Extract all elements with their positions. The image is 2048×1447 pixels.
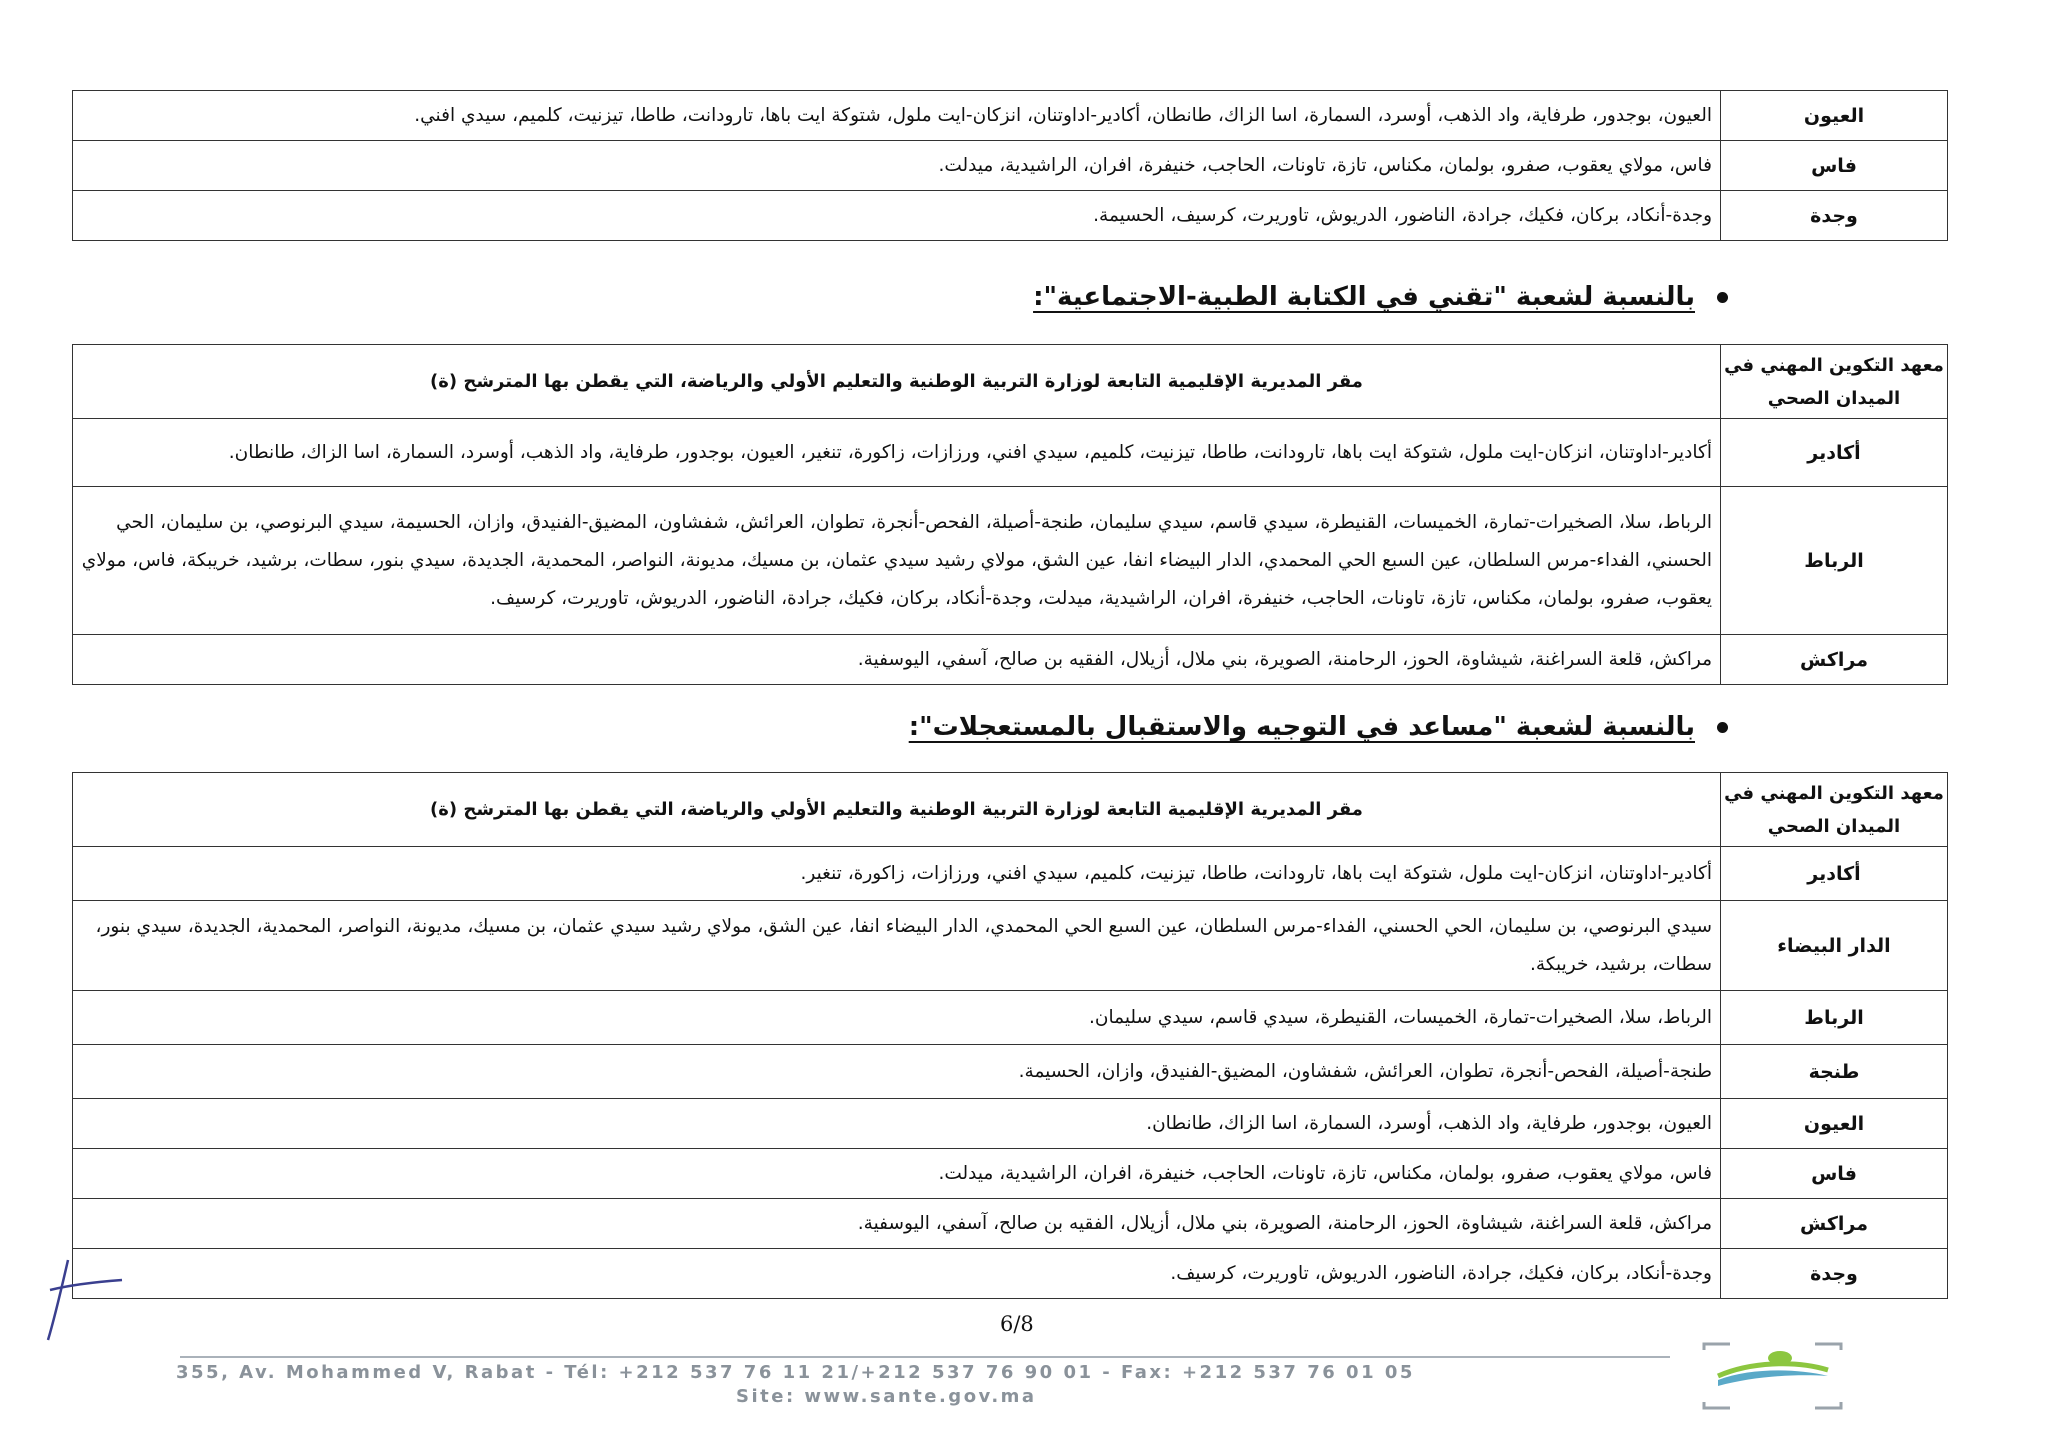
table-row xyxy=(73,847,1948,901)
city-cell: الرباط xyxy=(1721,487,1948,635)
city-cell: فاس xyxy=(1721,141,1948,191)
regions-cell: وجدة-أنكاد، بركان، فكيك، جرادة، الناضور، الدريوش، تاوريرت، كرسيف. xyxy=(73,1249,1721,1299)
city-cell: العيون xyxy=(1721,91,1948,141)
table-row xyxy=(73,1149,1948,1199)
regions-cell: الرباط، سلا، الصخيرات-تمارة، الخميسات، القنيطرة، سيدي قاسم، سيدي سليمان. xyxy=(73,991,1721,1045)
table-header-row xyxy=(73,773,1948,847)
table-row xyxy=(73,1045,1948,1099)
footer-address: 355, Av. Mohammed V, Rabat - Tél: +212 537 76 11 21/+212 537 76 90 01 - Fax: +212 537 76 01 05 xyxy=(176,1362,1415,1383)
regions-cell: أكادير-اداوتنان، انزكان-ايت ملول، شتوكة ايت باها، تارودانت، طاطا، تيزنيت، كلميم، سيدي افني، ورزازات، زاكورة، تنغير. xyxy=(73,847,1721,901)
page-number: 6/8 xyxy=(1000,1312,1034,1336)
bullet-icon xyxy=(1717,722,1728,733)
header-institute: معهد التكوين المهني في الميدان الصحي xyxy=(1721,773,1948,847)
table-row xyxy=(73,991,1948,1045)
signature-mark xyxy=(40,1240,130,1350)
section1-heading-text: بالنسبة لشعبة "تقني في الكتابة الطبية-الاجتماعية": xyxy=(1033,282,1695,312)
city-cell: مراكش xyxy=(1721,1199,1948,1249)
city-cell: الرباط xyxy=(1721,991,1948,1045)
regions-cell: الرباط، سلا، الصخيرات-تمارة، الخميسات، القنيطرة، سيدي قاسم، سيدي سليمان، طنجة-أصيلة، الفحص-أنجرة، تطوان، العرائش، شفشاون، المضيق-الفنيدق، وازان، الحسيمة، سيدي البرنوصي، بن سليمان، الحي الحسني، الفداء-مرس السلطان، عين السبع الحي المحمدي، الدار البيضاء انفا، عين الشق، مولاي رشيد سيدي عثمان، بن مسيك، مديونة، النواصر، المحمدية، الجديدة، سيدي بنور، سطات، برشيد، خريبكة، فاس، مولاي يعقوب، صفرو، بولمان، مكناس، تازة، تاونات، الحاجب، خنيفرة، افران، الراشيدية، ميدلت، وجدة-أنكاد، بركان، فكيك، جرادة، الناضور، الدريوش، تاوريرت، كرسيف. xyxy=(73,487,1721,635)
city-cell: أكادير xyxy=(1721,419,1948,487)
header-directorate: مقر المديرية الإقليمية التابعة لوزارة التربية الوطنية والتعليم الأولي والرياضة، التي يقطن بها المترشح (ة) xyxy=(73,345,1721,419)
city-cell: أكادير xyxy=(1721,847,1948,901)
regions-cell: فاس، مولاي يعقوب، صفرو، بولمان، مكناس، تازة، تاونات، الحاجب، خنيفرة، افران، الراشيدية، ميدلت. xyxy=(73,141,1721,191)
table-header-row xyxy=(73,345,1948,419)
regions-cell: العيون، بوجدور، طرفاية، واد الذهب، أوسرد، السمارة، اسا الزاك، طانطان. xyxy=(73,1099,1721,1149)
section1-heading xyxy=(1033,282,1728,312)
header-institute: معهد التكوين المهني في الميدان الصحي xyxy=(1721,345,1948,419)
city-cell: وجدة xyxy=(1721,1249,1948,1299)
table-section2 xyxy=(72,772,1948,1299)
ministry-logo-icon xyxy=(1700,1340,1845,1412)
table-row xyxy=(73,91,1948,141)
regions-cell: فاس، مولاي يعقوب، صفرو، بولمان، مكناس، تازة، تاونات، الحاجب، خنيفرة، افران، الراشيدية، ميدلت. xyxy=(73,1149,1721,1199)
regions-cell: العيون، بوجدور، طرفاية، واد الذهب، أوسرد، السمارة، اسا الزاك، طانطان، أكادير-اداوتنان، انزكان-ايت ملول، شتوكة ايت باها، تارودانت، طاطا، تيزنيت، كلميم، سيدي افني. xyxy=(73,91,1721,141)
header-directorate: مقر المديرية الإقليمية التابعة لوزارة التربية الوطنية والتعليم الأولي والرياضة، التي يقطن بها المترشح (ة) xyxy=(73,773,1721,847)
regions-cell: مراكش، قلعة السراغنة، شيشاوة، الحوز، الرحامنة، الصويرة، بني ملال، أزيلال، الفقيه بن صالح، آسفي، اليوسفية. xyxy=(73,635,1721,685)
table-row xyxy=(73,191,1948,241)
footer-site: Site: www.sante.gov.ma xyxy=(736,1386,1037,1407)
table-row xyxy=(73,1199,1948,1249)
regions-cell: مراكش، قلعة السراغنة، شيشاوة، الحوز، الرحامنة، الصويرة، بني ملال، أزيلال، الفقيه بن صالح، آسفي، اليوسفية. xyxy=(73,1199,1721,1249)
section2-heading xyxy=(909,712,1728,742)
table-row xyxy=(73,419,1948,487)
city-cell: فاس xyxy=(1721,1149,1948,1199)
city-cell: مراكش xyxy=(1721,635,1948,685)
city-cell: وجدة xyxy=(1721,191,1948,241)
regions-cell: وجدة-أنكاد، بركان، فكيك، جرادة، الناضور، الدريوش، تاوريرت، كرسيف، الحسيمة. xyxy=(73,191,1721,241)
table-section1 xyxy=(72,344,1948,685)
table-row xyxy=(73,487,1948,635)
regions-cell: طنجة-أصيلة، الفحص-أنجرة، تطوان، العرائش، شفشاون، المضيق-الفنيدق، وازان، الحسيمة. xyxy=(73,1045,1721,1099)
city-cell: الدار البيضاء xyxy=(1721,901,1948,991)
regions-cell: سيدي البرنوصي، بن سليمان، الحي الحسني، الفداء-مرس السلطان، عين السبع الحي المحمدي، الدار البيضاء انفا، عين الشق، مولاي رشيد سيدي عثمان، بن مسيك، مديونة، النواصر، المحمدية، الجديدة، سيدي بنور، سطات، برشيد، خريبكة. xyxy=(73,901,1721,991)
table-row xyxy=(73,901,1948,991)
bullet-icon xyxy=(1717,292,1728,303)
table-row xyxy=(73,1249,1948,1299)
footer-divider xyxy=(180,1356,1670,1358)
table-row xyxy=(73,635,1948,685)
city-cell: طنجة xyxy=(1721,1045,1948,1099)
table-row xyxy=(73,1099,1948,1149)
table-row xyxy=(73,141,1948,191)
section2-heading-text: بالنسبة لشعبة "مساعد في التوجيه والاستقبال بالمستعجلات": xyxy=(908,712,1695,742)
regions-cell: أكادير-اداوتنان، انزكان-ايت ملول، شتوكة ايت باها، تارودانت، طاطا، تيزنيت، كلميم، سيدي افني، ورزازات، زاكورة، تنغير، العيون، بوجدور، طرفاية، واد الذهب، أوسرد، السمارة، اسا الزاك، طانطان. xyxy=(73,419,1721,487)
table-top xyxy=(72,90,1948,241)
city-cell: العيون xyxy=(1721,1099,1948,1149)
